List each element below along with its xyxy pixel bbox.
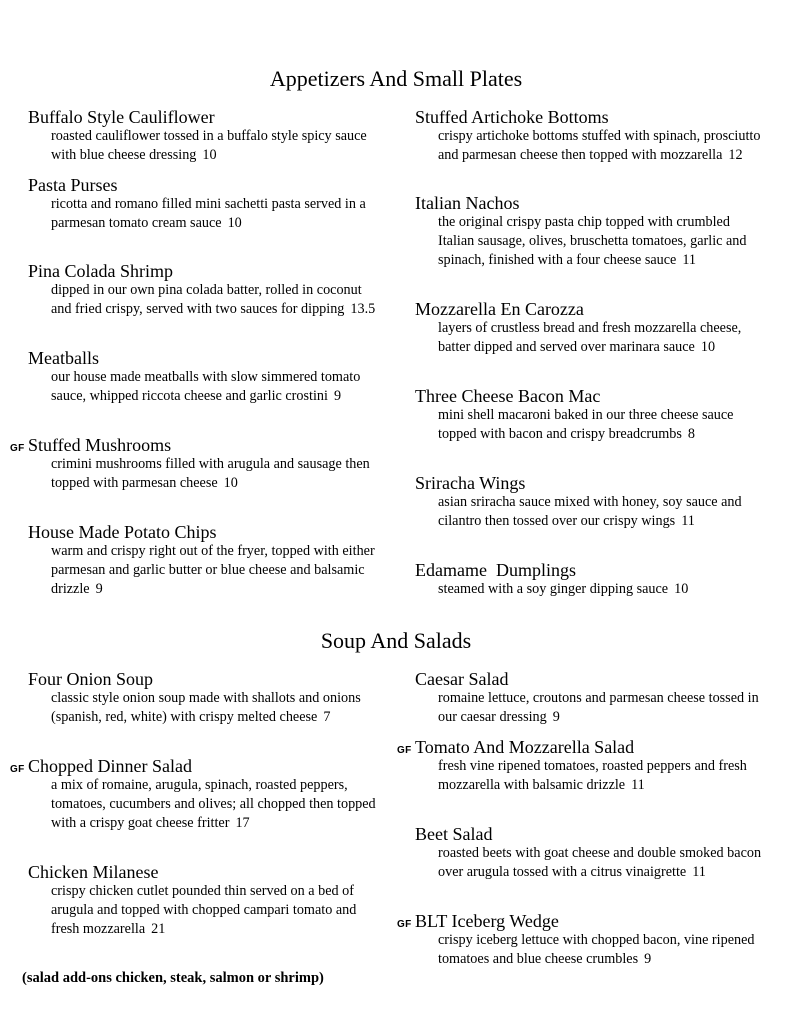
gf-badge: GF [10, 764, 25, 775]
salad-add-ons-note: (salad add-ons chicken, steak, salmon or shrimp) [22, 970, 324, 986]
item-price: 9 [333, 388, 342, 404]
menu-item [415, 299, 765, 357]
item-price: 10 [223, 475, 238, 491]
item-description: romaine lettuce, croutons and parmesan cheese tossed in our caesar dressing 9 [438, 690, 759, 725]
menu-item [397, 737, 765, 795]
item-price: 11 [631, 777, 645, 793]
item-price: 11 [682, 252, 697, 268]
menu-item [28, 522, 378, 599]
item-price: 9 [644, 951, 652, 967]
item-price: 8 [687, 426, 695, 442]
item-name: Edamame Dumplings [415, 560, 576, 580]
item-name: Sriracha Wings [415, 473, 526, 493]
item-description: the original crispy pasta chip topped with crumbled Italian sausage, olives, bruschetta tomatoes, garlic and spinach, finished with a four cheese sauce 11 [438, 214, 747, 268]
item-name: Mozzarella En Carozza [415, 299, 584, 319]
menu-item [28, 107, 378, 165]
item-description: roasted cauliflower tossed in a buffalo style spicy sauce with blue cheese dressing 10 [51, 128, 367, 163]
item-name: Italian Nachos [415, 193, 520, 213]
section-title-soups-salads: Soup And Salads [320, 628, 472, 653]
menu-item [28, 669, 378, 727]
item-price: 13.5 [350, 301, 376, 317]
item-price: 10 [202, 147, 217, 163]
item-name: Buffalo Style Cauliflower [28, 107, 215, 127]
item-price: 11 [692, 864, 706, 880]
item-name: Pasta Purses [28, 175, 118, 195]
menu-item [415, 473, 765, 531]
menu-item [415, 386, 765, 444]
item-price: 10 [674, 581, 689, 597]
item-name: Stuffed Artichoke Bottoms [415, 107, 609, 127]
item-description: dipped in our own pina colada batter, rolled in coconut and fried crispy, served with two sauces for dipping 13.5 [51, 282, 376, 317]
item-name: Pina Colada Shrimp [28, 261, 173, 281]
item-description: steamed with a soy ginger dipping sauce 10 [438, 581, 689, 597]
item-description: layers of crustless bread and fresh mozzarella cheese, batter dipped and served over marinara sauce 10 [438, 320, 742, 355]
item-name: Three Cheese Bacon Mac [415, 386, 601, 406]
menu-item [415, 560, 775, 599]
item-description: crimini mushrooms filled with arugula and sausage then topped with parmesan cheese 10 [51, 456, 370, 491]
menu-item [415, 669, 765, 727]
item-price: 12 [728, 147, 743, 163]
item-name: GF Tomato And Mozzarella Salad [415, 737, 765, 757]
item-name: Four Onion Soup [28, 669, 154, 689]
item-description: roasted beets with goat cheese and double smoked bacon over arugula tossed with a citrus vinaigrette 11 [438, 845, 762, 880]
item-description: warm and crispy right out of the fryer, topped with either parmesan and garlic butter or blue cheese and balsamic drizzle 9 [51, 543, 375, 597]
item-price: 21 [151, 921, 166, 937]
item-description: our house made meatballs with slow simmered tomato sauce, whipped riccota cheese and garlic crostini 9 [51, 369, 361, 404]
item-description: mini shell macaroni baked in our three cheese sauce topped with bacon and crispy breadcrumbs 8 [438, 407, 734, 442]
item-description: ricotta and romano filled mini sachetti pasta served in a parmesan tomato cream sauce 10 [51, 196, 366, 231]
item-description: classic style onion soup made with shallots and onions (spanish, red, white) with crispy melted cheese 7 [51, 690, 361, 725]
item-name: GF BLT Iceberg Wedge [415, 911, 765, 931]
item-price: 9 [552, 709, 560, 725]
item-price: 11 [681, 513, 695, 529]
item-description: crispy artichoke bottoms stuffed with spinach, prosciutto and parmesan cheese then topped with mozzarella 12 [438, 128, 761, 163]
item-name: Meatballs [28, 348, 99, 368]
item-price: 17 [235, 815, 250, 831]
menu-item [415, 193, 765, 270]
item-price: 7 [323, 709, 331, 725]
menu-item [397, 911, 765, 969]
menu-item [10, 756, 378, 833]
item-description: asian sriracha sauce mixed with honey, soy sauce and cilantro then tossed over our crispy wings 11 [438, 494, 742, 529]
gf-badge: GF [10, 443, 25, 454]
gf-badge: GF [397, 919, 412, 930]
item-name: GF Chopped Dinner Salad [28, 756, 378, 776]
menu-item [28, 862, 378, 939]
menu-item [415, 824, 765, 882]
item-price: 10 [227, 215, 242, 231]
item-description: a mix of romaine, arugula, spinach, roasted peppers, tomatoes, cucumbers and olives; all chopped then topped with a crispy goat cheese fritter 17 [51, 777, 376, 831]
menu-item [415, 107, 765, 165]
menu-item [28, 261, 378, 319]
item-name: Chicken Milanese [28, 862, 159, 882]
menu-item [28, 348, 378, 406]
item-name: Caesar Salad [415, 669, 509, 689]
item-name: GF Stuffed Mushrooms [28, 435, 378, 455]
menu-item [10, 435, 378, 493]
item-name: Beet Salad [415, 824, 493, 844]
item-name: House Made Potato Chips [28, 522, 217, 542]
item-price: 9 [95, 581, 103, 597]
gf-badge: GF [397, 745, 412, 756]
item-price: 10 [700, 339, 716, 355]
section-title-appetizers: Appetizers And Small Plates [269, 66, 523, 91]
item-description: crispy chicken cutlet pounded thin served on a bed of arugula and topped with chopped campari tomato and fresh mozzarella 21 [51, 883, 357, 937]
menu-item [28, 175, 378, 233]
item-description: fresh vine ripened tomatoes, roasted peppers and fresh mozzarella with balsamic drizzle 11 [438, 758, 747, 793]
item-description: crispy iceberg lettuce with chopped bacon, vine ripened tomatoes and blue cheese crumbles 9 [438, 932, 755, 967]
